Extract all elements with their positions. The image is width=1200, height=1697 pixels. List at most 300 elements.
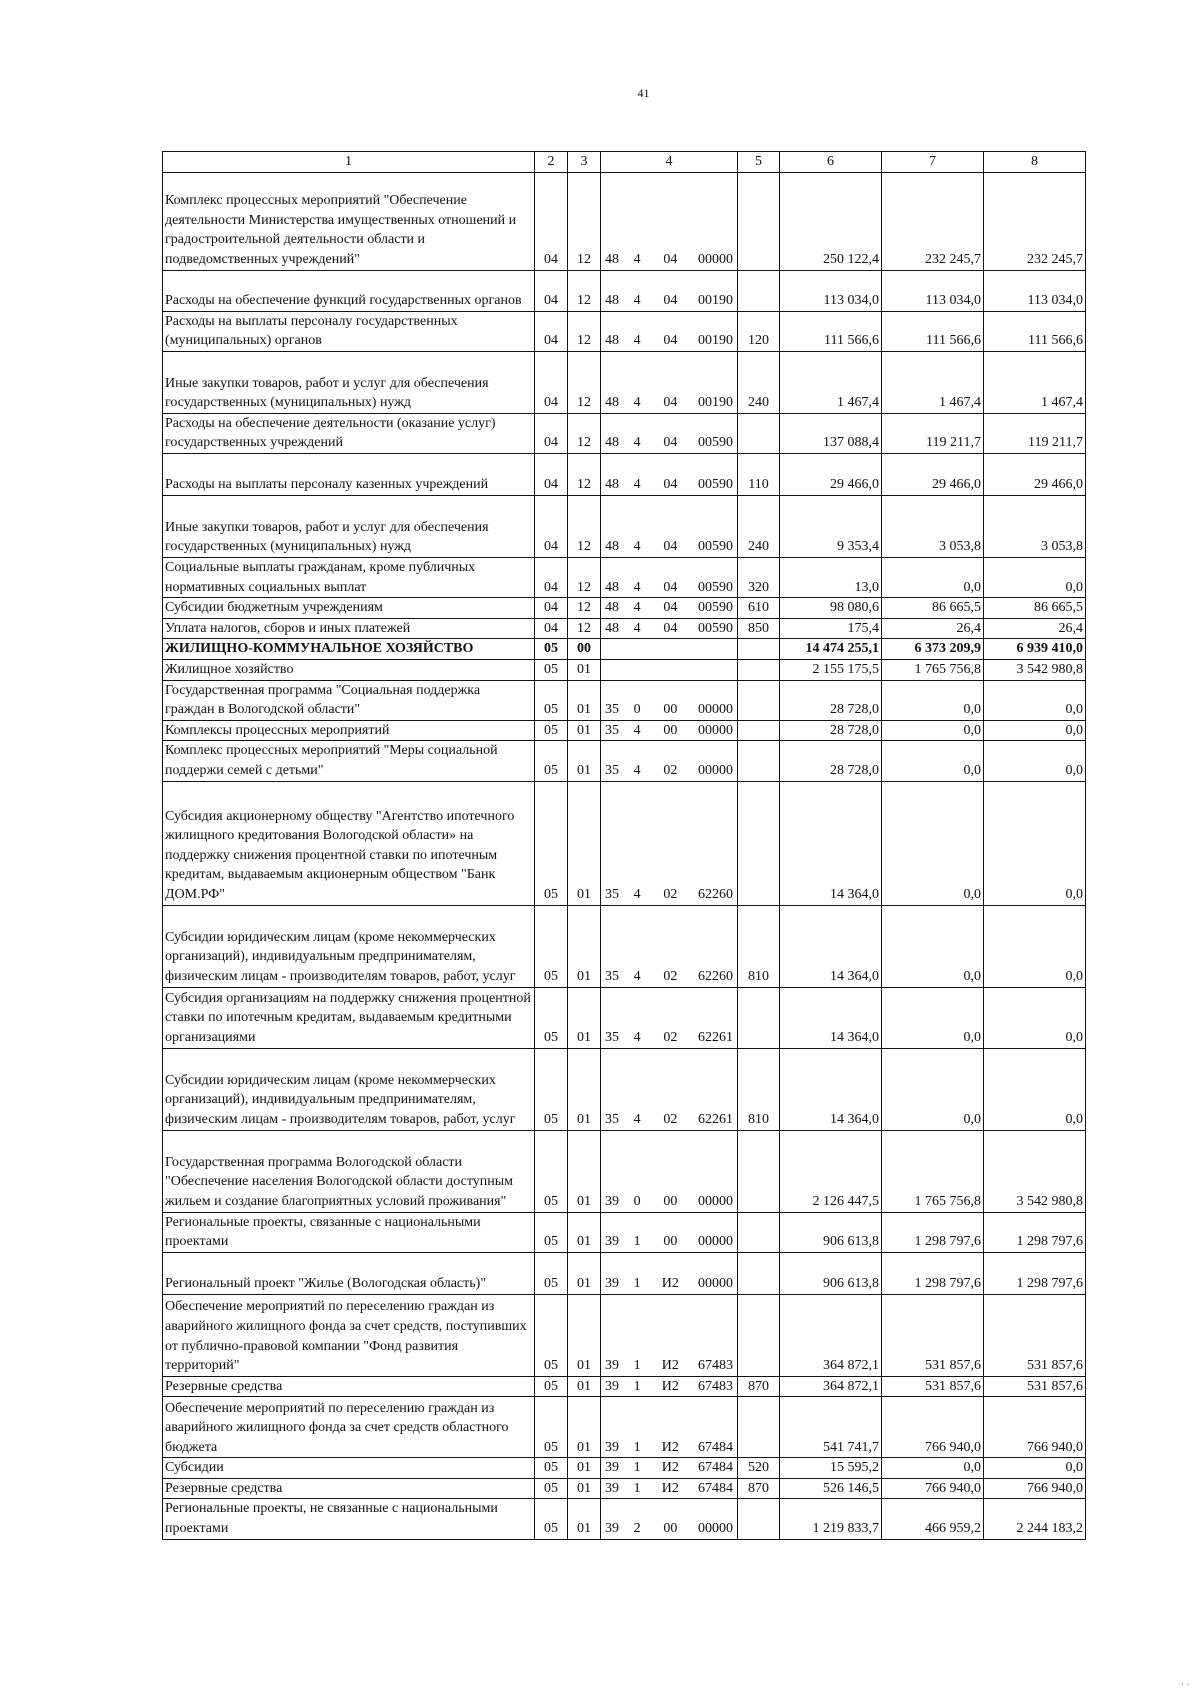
amount-year3-cell: 119 211,7 <box>984 413 1086 453</box>
target-article-part: 4 <box>633 1029 641 1045</box>
section-code-cell: 04 <box>535 351 568 413</box>
amount-year3-cell: 766 940,0 <box>984 1397 1086 1458</box>
target-article-part: 67484 <box>697 1480 733 1496</box>
subsection-code-cell: 01 <box>568 905 601 987</box>
amount-year3-cell: 0,0 <box>984 905 1086 987</box>
row-name-cell: Региональные проекты, связанные с национальными проектами <box>163 1212 535 1252</box>
target-article-code <box>601 761 737 781</box>
table-row <box>163 1499 1086 1539</box>
section-code-cell: 05 <box>535 639 568 660</box>
amount-year3-cell: 531 857,6 <box>984 1376 1086 1397</box>
target-article-part: 00000 <box>697 1234 733 1250</box>
target-article-cell <box>601 1252 738 1294</box>
target-article-part: 00590 <box>697 600 733 616</box>
table-row <box>163 1376 1086 1397</box>
target-article-part: 39 <box>605 1521 619 1537</box>
row-name-cell: ЖИЛИЩНО-КОММУНАЛЬНОЕ ХОЗЯЙСТВО <box>163 639 535 660</box>
amount-year3-cell: 766 940,0 <box>984 1478 1086 1499</box>
target-article-code <box>601 700 737 720</box>
section-code-cell: 04 <box>535 311 568 351</box>
target-article-part: 4 <box>633 477 641 493</box>
amount-year1-cell: 28 728,0 <box>780 720 882 741</box>
target-article-part: 02 <box>663 886 678 902</box>
row-name-cell: Расходы на выплаты персоналу казенных учреждений <box>163 453 535 495</box>
section-code-cell: 04 <box>535 413 568 453</box>
subsection-code-cell: 01 <box>568 781 601 905</box>
amount-year1-cell: 2 155 175,5 <box>780 659 882 680</box>
amount-year3-cell: 0,0 <box>984 720 1086 741</box>
target-article-part: 00190 <box>697 293 733 308</box>
target-article-part: 04 <box>663 620 678 636</box>
target-article-part: И2 <box>661 1439 679 1455</box>
table-row <box>163 311 1086 351</box>
target-article-part: 48 <box>605 333 619 349</box>
amount-year2-cell: 0,0 <box>882 1048 984 1130</box>
section-code-cell: 04 <box>535 495 568 557</box>
target-article-part: 4 <box>633 252 641 267</box>
amount-year2-cell: 766 940,0 <box>882 1397 984 1458</box>
table-row <box>163 905 1086 987</box>
amount-year1-cell: 14 364,0 <box>780 987 882 1048</box>
row-name-cell: Субсидии бюджетным учреждениям <box>163 598 535 619</box>
header-cell: 2 <box>535 152 568 173</box>
table-row <box>163 351 1086 413</box>
target-article-code <box>601 1110 737 1130</box>
subsection-code-cell: 12 <box>568 453 601 495</box>
target-article-cell <box>601 1212 738 1252</box>
target-article-part: 04 <box>663 252 678 267</box>
amount-year1-cell: 526 146,5 <box>780 1478 882 1499</box>
target-article-code <box>601 598 737 618</box>
section-code-cell: 05 <box>535 1376 568 1397</box>
amount-year1-cell: 1 219 833,7 <box>780 1499 882 1539</box>
subsection-code-cell: 12 <box>568 495 601 557</box>
target-article-part: 4 <box>633 1111 641 1127</box>
subsection-code-cell: 12 <box>568 618 601 639</box>
row-name-cell: Комплексы процессных мероприятий <box>163 720 535 741</box>
target-article-part: 48 <box>605 477 619 493</box>
table-row <box>163 1048 1086 1130</box>
amount-year3-cell: 531 857,6 <box>984 1294 1086 1376</box>
target-article-part: 67484 <box>697 1439 733 1455</box>
subsection-code-cell: 01 <box>568 987 601 1048</box>
subsection-code-cell: 01 <box>568 1499 601 1539</box>
subsection-code-cell: 12 <box>568 598 601 619</box>
target-article-part: 00000 <box>697 1521 733 1537</box>
target-article-part: 35 <box>605 1111 619 1127</box>
target-article-cell <box>601 172 738 270</box>
target-article-code <box>601 1479 737 1499</box>
scan-artifact: · · <box>1180 1680 1190 1691</box>
target-article-part: 67484 <box>697 1460 733 1476</box>
amount-year2-cell: 466 959,2 <box>882 1499 984 1539</box>
expense-type-cell: 810 <box>738 905 780 987</box>
amount-year2-cell: 766 940,0 <box>882 1478 984 1499</box>
target-article-part: И2 <box>661 1276 679 1292</box>
target-article-part: 00 <box>663 722 678 738</box>
target-article-cell <box>601 618 738 639</box>
table-row <box>163 781 1086 905</box>
subsection-code-cell: 12 <box>568 172 601 270</box>
row-name-cell: Обеспечение мероприятий по переселению граждан из аварийного жилищного фонда за счет средств, поступивших от публично-правовой компании "Фонд развития территорий" <box>163 1294 535 1376</box>
target-article-cell <box>601 1294 738 1376</box>
target-article-code <box>601 578 737 598</box>
row-name-cell: Субсидии юридическим лицам (кроме некоммерческих организаций), индивидуальным предпринимателям, физическим лицам - производителям товаров, работ, услуг <box>163 905 535 987</box>
target-article-part: 00 <box>663 1521 678 1537</box>
amount-year1-cell: 113 034,0 <box>780 270 882 311</box>
amount-year3-cell: 1 467,4 <box>984 351 1086 413</box>
target-article-part: 35 <box>605 1029 619 1045</box>
amount-year1-cell: 1 467,4 <box>780 351 882 413</box>
target-article-part: 67483 <box>697 1378 733 1394</box>
header-cell: 8 <box>984 152 1086 173</box>
subsection-code-cell: 01 <box>568 1376 601 1397</box>
section-code-cell: 05 <box>535 905 568 987</box>
target-article-part: 00590 <box>697 539 733 555</box>
target-article-part: 4 <box>633 395 641 411</box>
table-row <box>163 720 1086 741</box>
target-article-code <box>601 250 737 270</box>
row-name-cell: Субсидии юридическим лицам (кроме некоммерческих организаций), индивидуальным предпринимателям, физическим лицам - производителям товаров, работ, услуг <box>163 1048 535 1130</box>
target-article-part: 04 <box>663 333 678 349</box>
target-article-cell <box>601 413 738 453</box>
target-article-part: 00000 <box>697 252 733 267</box>
subsection-code-cell: 00 <box>568 639 601 660</box>
header-cell: 1 <box>163 152 535 173</box>
target-article-part: 39 <box>605 1276 619 1292</box>
target-article-code <box>601 1356 737 1376</box>
subsection-code-cell: 01 <box>568 741 601 781</box>
target-article-part: 04 <box>663 293 678 308</box>
target-article-code <box>601 1028 737 1048</box>
target-article-part: 00000 <box>697 702 733 718</box>
section-code-cell: 05 <box>535 1478 568 1499</box>
target-article-part: 00 <box>663 1193 678 1209</box>
amount-year3-cell: 0,0 <box>984 557 1086 597</box>
table-row <box>163 987 1086 1048</box>
target-article-part: И2 <box>661 1358 679 1374</box>
target-article-part: 4 <box>633 762 641 778</box>
subsection-code-cell: 01 <box>568 680 601 720</box>
target-article-part: 0 <box>633 702 641 718</box>
subsection-code-cell: 01 <box>568 1397 601 1458</box>
amount-year1-cell: 2 126 447,5 <box>780 1130 882 1212</box>
target-article-part: 1 <box>633 1439 641 1455</box>
amount-year3-cell: 0,0 <box>984 680 1086 720</box>
expense-type-cell <box>738 680 780 720</box>
amount-year2-cell: 0,0 <box>882 557 984 597</box>
amount-year3-cell: 0,0 <box>984 741 1086 781</box>
amount-year3-cell: 2 244 183,2 <box>984 1499 1086 1539</box>
table-row <box>163 1478 1086 1499</box>
amount-year2-cell: 0,0 <box>882 720 984 741</box>
target-article-code <box>601 885 737 905</box>
target-article-part: 00000 <box>697 762 733 778</box>
target-article-part: 00000 <box>697 1276 733 1292</box>
subsection-code-cell: 12 <box>568 311 601 351</box>
amount-year1-cell: 15 595,2 <box>780 1458 882 1479</box>
table-row <box>163 495 1086 557</box>
row-name-cell: Иные закупки товаров, работ и услуг для обеспечения государственных (муниципальных) нужд <box>163 495 535 557</box>
header-cell: 7 <box>882 152 984 173</box>
section-code-cell: 05 <box>535 680 568 720</box>
expense-type-cell: 810 <box>738 1048 780 1130</box>
subsection-code-cell: 01 <box>568 1130 601 1212</box>
section-code-cell: 05 <box>535 1130 568 1212</box>
expense-type-cell <box>738 270 780 311</box>
header-cell: 5 <box>738 152 780 173</box>
section-code-cell: 05 <box>535 1252 568 1294</box>
target-article-cell <box>601 270 738 311</box>
amount-year2-cell: 3 053,8 <box>882 495 984 557</box>
amount-year3-cell: 0,0 <box>984 781 1086 905</box>
target-article-cell <box>601 781 738 905</box>
target-article-cell <box>601 311 738 351</box>
amount-year3-cell: 1 298 797,6 <box>984 1212 1086 1252</box>
section-code-cell: 05 <box>535 1458 568 1479</box>
target-article-part: 02 <box>663 968 678 984</box>
amount-year3-cell: 26,4 <box>984 618 1086 639</box>
table-row <box>163 172 1086 270</box>
subsection-code-cell: 01 <box>568 1212 601 1252</box>
subsection-code-cell: 12 <box>568 413 601 453</box>
target-article-part: 39 <box>605 1460 619 1476</box>
target-article-part: 4 <box>633 293 641 308</box>
target-article-cell <box>601 905 738 987</box>
target-article-part: 4 <box>633 539 641 555</box>
amount-year3-cell: 0,0 <box>984 987 1086 1048</box>
amount-year3-cell: 29 466,0 <box>984 453 1086 495</box>
target-article-part: 35 <box>605 702 619 718</box>
table-row <box>163 741 1086 781</box>
target-article-part: 00590 <box>697 477 733 493</box>
header-cell: 4 <box>601 152 738 173</box>
table-row <box>163 1130 1086 1212</box>
target-article-cell <box>601 1048 738 1130</box>
amount-year3-cell: 1 298 797,6 <box>984 1252 1086 1294</box>
target-article-part: 62260 <box>697 968 733 984</box>
target-article-part: 39 <box>605 1193 619 1209</box>
table-row <box>163 618 1086 639</box>
expense-type-cell: 610 <box>738 598 780 619</box>
amount-year2-cell: 0,0 <box>882 1458 984 1479</box>
target-article-code <box>601 1274 737 1294</box>
expense-type-cell: 120 <box>738 311 780 351</box>
table-row <box>163 659 1086 680</box>
target-article-part: 02 <box>663 1029 678 1045</box>
expense-type-cell <box>738 1294 780 1376</box>
target-article-part: 1 <box>633 1234 641 1250</box>
target-article-part: 00 <box>663 1234 678 1250</box>
table-row <box>163 680 1086 720</box>
amount-year3-cell: 111 566,6 <box>984 311 1086 351</box>
target-article-part: 00000 <box>697 1193 733 1209</box>
amount-year1-cell: 28 728,0 <box>780 741 882 781</box>
subsection-code-cell: 01 <box>568 720 601 741</box>
target-article-part: 48 <box>605 293 619 308</box>
expense-type-cell <box>738 1212 780 1252</box>
target-article-code <box>601 1519 737 1539</box>
target-article-code <box>601 1192 737 1212</box>
row-name-cell: Региональный проект "Жилье (Вологодская область)" <box>163 1252 535 1294</box>
section-code-cell: 04 <box>535 598 568 619</box>
expense-type-cell <box>738 659 780 680</box>
table-row <box>163 270 1086 311</box>
subsection-code-cell: 12 <box>568 351 601 413</box>
expense-type-cell <box>738 781 780 905</box>
target-article-cell <box>601 659 738 680</box>
amount-year2-cell: 1 298 797,6 <box>882 1212 984 1252</box>
amount-year2-cell: 6 373 209,9 <box>882 639 984 660</box>
table-header-row <box>163 152 1086 173</box>
amount-year2-cell: 0,0 <box>882 987 984 1048</box>
amount-year2-cell: 531 857,6 <box>882 1294 984 1376</box>
row-name-cell: Расходы на обеспечение деятельности (оказание услуг) государственных учреждений <box>163 413 535 453</box>
target-article-part: 62261 <box>697 1111 733 1127</box>
row-name-cell: Обеспечение мероприятий по переселению граждан из аварийного жилищного фонда за счет средств областного бюджета <box>163 1397 535 1458</box>
target-article-cell <box>601 639 738 660</box>
target-article-part: 1 <box>633 1276 641 1292</box>
target-article-code <box>601 393 737 413</box>
target-article-part: 48 <box>605 620 619 636</box>
target-article-part: 39 <box>605 1480 619 1496</box>
target-article-part: 35 <box>605 968 619 984</box>
section-code-cell: 05 <box>535 659 568 680</box>
amount-year2-cell: 0,0 <box>882 741 984 781</box>
target-article-part: 35 <box>605 886 619 902</box>
expense-type-cell: 240 <box>738 495 780 557</box>
target-article-code <box>601 537 737 557</box>
header-cell: 3 <box>568 152 601 173</box>
amount-year2-cell: 113 034,0 <box>882 270 984 311</box>
target-article-cell <box>601 351 738 413</box>
target-article-cell <box>601 720 738 741</box>
target-article-part: 00190 <box>697 333 733 349</box>
section-code-cell: 04 <box>535 172 568 270</box>
target-article-part: 00190 <box>697 395 733 411</box>
expense-type-cell <box>738 413 780 453</box>
row-name-cell: Резервные средства <box>163 1478 535 1499</box>
target-article-code <box>601 967 737 987</box>
target-article-part: 39 <box>605 1234 619 1250</box>
amount-year1-cell: 13,0 <box>780 557 882 597</box>
target-article-part: 04 <box>663 539 678 555</box>
target-article-part: 67483 <box>697 1358 733 1374</box>
amount-year2-cell: 29 466,0 <box>882 453 984 495</box>
target-article-part: 00590 <box>697 579 733 595</box>
target-article-cell <box>601 1376 738 1397</box>
row-name-cell: Резервные средства <box>163 1376 535 1397</box>
expense-type-cell: 850 <box>738 618 780 639</box>
table-row <box>163 1252 1086 1294</box>
target-article-part: 4 <box>633 333 641 349</box>
amount-year1-cell: 14 364,0 <box>780 1048 882 1130</box>
target-article-part: 02 <box>663 762 678 778</box>
target-article-cell <box>601 987 738 1048</box>
row-name-cell: Расходы на выплаты персоналу государственных (муниципальных) органов <box>163 311 535 351</box>
expense-type-cell <box>738 1130 780 1212</box>
target-article-part: 35 <box>605 722 619 738</box>
amount-year3-cell: 232 245,7 <box>984 172 1086 270</box>
target-article-cell <box>601 680 738 720</box>
table-row <box>163 1212 1086 1252</box>
amount-year1-cell: 29 466,0 <box>780 453 882 495</box>
expense-type-cell <box>738 741 780 781</box>
target-article-part: 35 <box>605 762 619 778</box>
target-article-cell <box>601 453 738 495</box>
target-article-code <box>601 1458 737 1478</box>
amount-year3-cell: 0,0 <box>984 1048 1086 1130</box>
subsection-code-cell: 01 <box>568 1478 601 1499</box>
expense-type-cell: 240 <box>738 351 780 413</box>
expense-type-cell <box>738 1397 780 1458</box>
expense-type-cell <box>738 1499 780 1539</box>
section-code-cell: 05 <box>535 1048 568 1130</box>
subsection-code-cell: 01 <box>568 1294 601 1376</box>
expense-type-cell: 320 <box>738 557 780 597</box>
target-article-cell <box>601 1397 738 1458</box>
target-article-part: 0 <box>633 1193 641 1209</box>
target-article-part: 48 <box>605 539 619 555</box>
row-name-cell: Государственная программа "Социальная поддержка граждан в Вологодской области" <box>163 680 535 720</box>
target-article-part: 62260 <box>697 886 733 902</box>
amount-year1-cell: 364 872,1 <box>780 1294 882 1376</box>
section-code-cell: 05 <box>535 1212 568 1252</box>
target-article-part: 48 <box>605 435 619 451</box>
amount-year1-cell: 137 088,4 <box>780 413 882 453</box>
target-article-cell <box>601 1130 738 1212</box>
target-article-code <box>601 721 737 741</box>
target-article-part: 00000 <box>697 722 733 738</box>
target-article-part: 4 <box>633 579 641 595</box>
section-code-cell: 04 <box>535 618 568 639</box>
expense-type-cell: 870 <box>738 1376 780 1397</box>
row-name-cell: Жилищное хозяйство <box>163 659 535 680</box>
target-article-cell <box>601 1458 738 1479</box>
target-article-part: 04 <box>663 477 678 493</box>
target-article-part: 48 <box>605 600 619 616</box>
amount-year2-cell: 86 665,5 <box>882 598 984 619</box>
target-article-part: 1 <box>633 1480 641 1496</box>
expense-type-cell <box>738 987 780 1048</box>
amount-year3-cell: 86 665,5 <box>984 598 1086 619</box>
section-code-cell: 05 <box>535 1499 568 1539</box>
target-article-part: 02 <box>663 1111 678 1127</box>
table-row <box>163 1294 1086 1376</box>
target-article-code <box>601 475 737 495</box>
target-article-code <box>601 619 737 639</box>
target-article-part: 48 <box>605 579 619 595</box>
budget-table <box>162 151 1086 1540</box>
target-article-cell <box>601 495 738 557</box>
amount-year2-cell: 1 298 797,6 <box>882 1252 984 1294</box>
target-article-part: 4 <box>633 620 641 636</box>
subsection-code-cell: 12 <box>568 557 601 597</box>
amount-year1-cell: 906 613,8 <box>780 1252 882 1294</box>
amount-year2-cell: 0,0 <box>882 905 984 987</box>
table-row <box>163 598 1086 619</box>
table-row <box>163 453 1086 495</box>
row-name-cell: Субсидия акционерному обществу "Агентство ипотечного жилищного кредитования Вологодской области» на поддержку снижения процентной ставки по ипотечным кредитам, выдаваемым акционерным обществом "Банк ДОМ.РФ" <box>163 781 535 905</box>
amount-year2-cell: 1 765 756,8 <box>882 659 984 680</box>
amount-year2-cell: 0,0 <box>882 680 984 720</box>
target-article-cell <box>601 741 738 781</box>
target-article-part: 00590 <box>697 435 733 451</box>
target-article-part: 04 <box>663 395 678 411</box>
target-article-part: 1 <box>633 1378 641 1394</box>
target-article-cell <box>601 598 738 619</box>
target-article-part: 48 <box>605 395 619 411</box>
